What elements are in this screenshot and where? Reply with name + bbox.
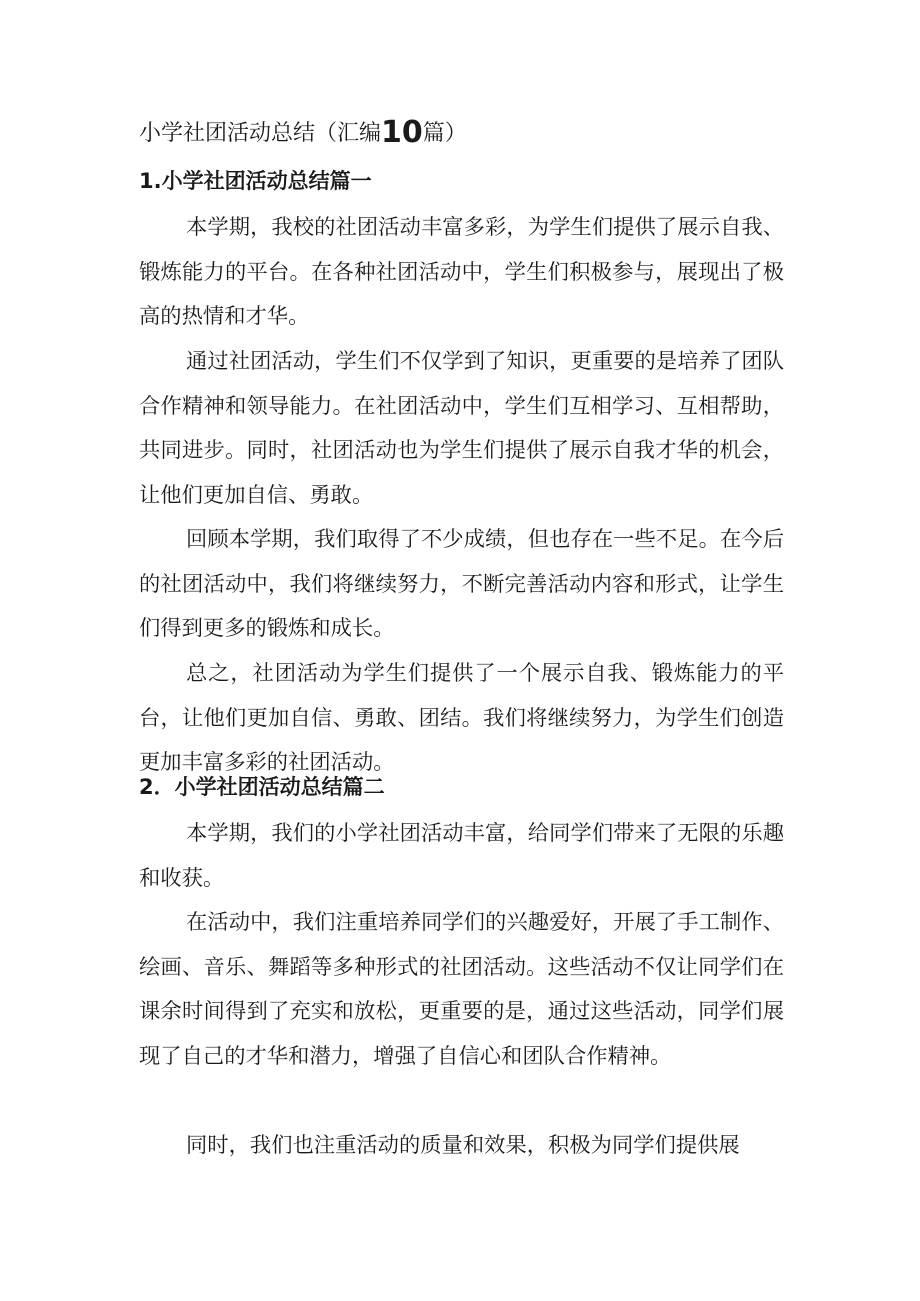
section-1-paragraph-1: 本学期，我校的社团活动丰富多彩，为学生们提供了展示自我、锻炼能力的平台。在各种社团活动中，学生们积极参与，展现出了极高的热情和才华。 xyxy=(139,215,784,329)
section-1-paragraph-3: 回顾本学期，我们取得了不少成绩，但也存在一些不足。在今后的社团活动中，我们将继续努力，不断完善活动内容和形式，让学生们得到更多的锻炼和成长。 xyxy=(139,527,784,641)
section-1-heading: 1.小学社团活动总结篇一 xyxy=(139,169,372,193)
document-title xyxy=(139,117,799,150)
section-2-paragraph-3: 同时，我们也注重活动的质量和效果，积极为同学们提供展 xyxy=(186,1133,740,1158)
section-2-heading: 2．小学社团活动总结篇二 xyxy=(139,775,385,799)
title-suffix: 篇） xyxy=(422,121,467,146)
section-1-paragraph-4: 总之，社团活动为学生们提供了一个展示自我、锻炼能力的平台，让他们更加自信、勇敢、团结。我们将继续努力，为学生们创造更加丰富多彩的社团活动。 xyxy=(139,661,784,775)
section-2-paragraph-2: 在活动中，我们注重培养同学们的兴趣爱好，开展了手工制作、绘画、音乐、舞蹈等多种形式的社团活动。这些活动不仅让同学们在课余时间得到了充实和放松，更重要的是，通过这些活动，同学们展现了自己的才华和潜力，增强了自信心和团队合作精神。 xyxy=(139,910,784,1069)
title-number: 10 xyxy=(381,115,423,150)
section-2-paragraph-1: 本学期，我们的小学社团活动丰富，给同学们带来了无限的乐趣和收获。 xyxy=(139,821,784,891)
section-1-paragraph-2: 通过社团活动，学生们不仅学到了知识，更重要的是培养了团队合作精神和领导能力。在社团活动中，学生们互相学习、互相帮助，共同进步。同时，社团活动也为学生们提供了展示自我才华的机会，让他们更加自信、勇敢。 xyxy=(139,349,784,508)
title-prefix: 小学社团活动总结（汇编 xyxy=(139,121,382,146)
